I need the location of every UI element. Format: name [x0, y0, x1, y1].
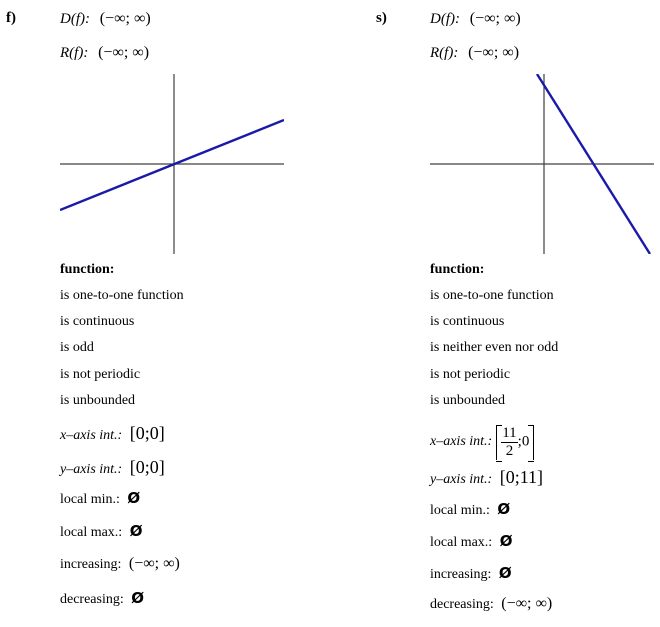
left-prop-continuous: is continuous	[60, 314, 135, 329]
right-prop-continuous: is continuous	[430, 314, 505, 329]
right-x-int-label: x–axis int.:	[430, 434, 493, 449]
right-column	[370, 0, 660, 627]
right-x-int-numerator: 11	[502, 424, 517, 441]
right-x-int-fraction	[501, 425, 517, 460]
right-decreasing-value: (−∞; ∞)	[501, 595, 553, 612]
right-local-min-value: Ø	[497, 500, 511, 518]
left-prop-bounded: is unbounded	[60, 393, 136, 408]
left-domain-value: (−∞; ∞)	[99, 10, 151, 27]
right-prop-decreasing	[430, 595, 558, 613]
right-local-max-label: local max.:	[430, 535, 493, 550]
right-domain	[430, 10, 521, 28]
right-y-int-value: [0;11]	[499, 467, 544, 487]
right-prop-bounded: is unbounded	[430, 393, 506, 408]
left-range	[60, 44, 149, 62]
left-local-min-label: local min.:	[60, 492, 120, 507]
right-prop-local-max	[430, 532, 558, 564]
left-item-label: f)	[6, 10, 16, 26]
right-local-max-value: Ø	[499, 532, 513, 550]
left-prop-periodic: is not periodic	[60, 367, 141, 382]
right-prop-title: function:	[430, 262, 485, 277]
right-graph	[430, 74, 654, 254]
left-range-value: (−∞; ∞)	[98, 44, 150, 61]
right-x-int-rest: ;0	[517, 433, 530, 450]
left-x-int-value: [0;0]	[129, 423, 165, 443]
left-prop-y-int	[60, 457, 184, 489]
left-prop-local-min	[60, 489, 184, 522]
left-prop-one-to-one: is one-to-one function	[60, 288, 184, 303]
right-increasing-value: Ø	[498, 564, 512, 582]
left-y-int-label: y–axis int.:	[60, 462, 123, 477]
right-prop-periodic: is not periodic	[430, 367, 511, 382]
left-decreasing-value: Ø	[131, 589, 145, 607]
left-prop-title: function:	[60, 262, 115, 277]
right-domain-label: D(f):	[430, 11, 460, 27]
left-x-int-label: x–axis int.:	[60, 428, 123, 443]
left-prop-decreasing	[60, 589, 184, 608]
right-range-value: (−∞; ∞)	[468, 44, 520, 61]
left-range-label: R(f):	[60, 45, 89, 61]
left-prop-parity: is odd	[60, 340, 94, 355]
right-domain-value: (−∞; ∞)	[469, 10, 521, 27]
left-graph	[60, 74, 284, 254]
right-properties	[430, 262, 558, 613]
left-local-max-value: Ø	[129, 522, 143, 540]
right-x-int-value	[496, 425, 534, 460]
left-domain-label: D(f):	[60, 11, 90, 27]
left-local-max-label: local max.:	[60, 525, 123, 540]
left-graph-line	[60, 120, 284, 210]
left-prop-x-int	[60, 423, 184, 457]
right-increasing-label: increasing:	[430, 567, 492, 582]
right-x-int-denominator: 2	[505, 442, 514, 459]
right-prop-y-int	[430, 467, 558, 500]
left-increasing-label: increasing:	[60, 557, 122, 572]
left-decreasing-label: decreasing:	[60, 592, 124, 607]
right-prop-local-min	[430, 500, 558, 532]
left-prop-increasing	[60, 555, 184, 589]
left-increasing-value: (−∞; ∞)	[128, 555, 180, 572]
right-range-label: R(f):	[430, 45, 459, 61]
right-y-int-label: y–axis int.:	[430, 472, 493, 487]
left-y-int-value: [0;0]	[129, 457, 165, 477]
right-prop-parity: is neither even nor odd	[430, 340, 559, 355]
right-range	[430, 44, 519, 62]
left-prop-local-max	[60, 522, 184, 555]
right-local-min-label: local min.:	[430, 503, 490, 518]
left-local-min-value: Ø	[127, 489, 141, 507]
right-item-label: s)	[376, 10, 387, 26]
left-properties	[60, 262, 184, 608]
left-domain	[60, 10, 151, 28]
right-decreasing-label: decreasing:	[430, 597, 494, 612]
right-prop-increasing	[430, 564, 558, 595]
right-prop-x-int	[430, 417, 558, 467]
right-prop-one-to-one: is one-to-one function	[430, 288, 554, 303]
left-column	[0, 0, 320, 627]
